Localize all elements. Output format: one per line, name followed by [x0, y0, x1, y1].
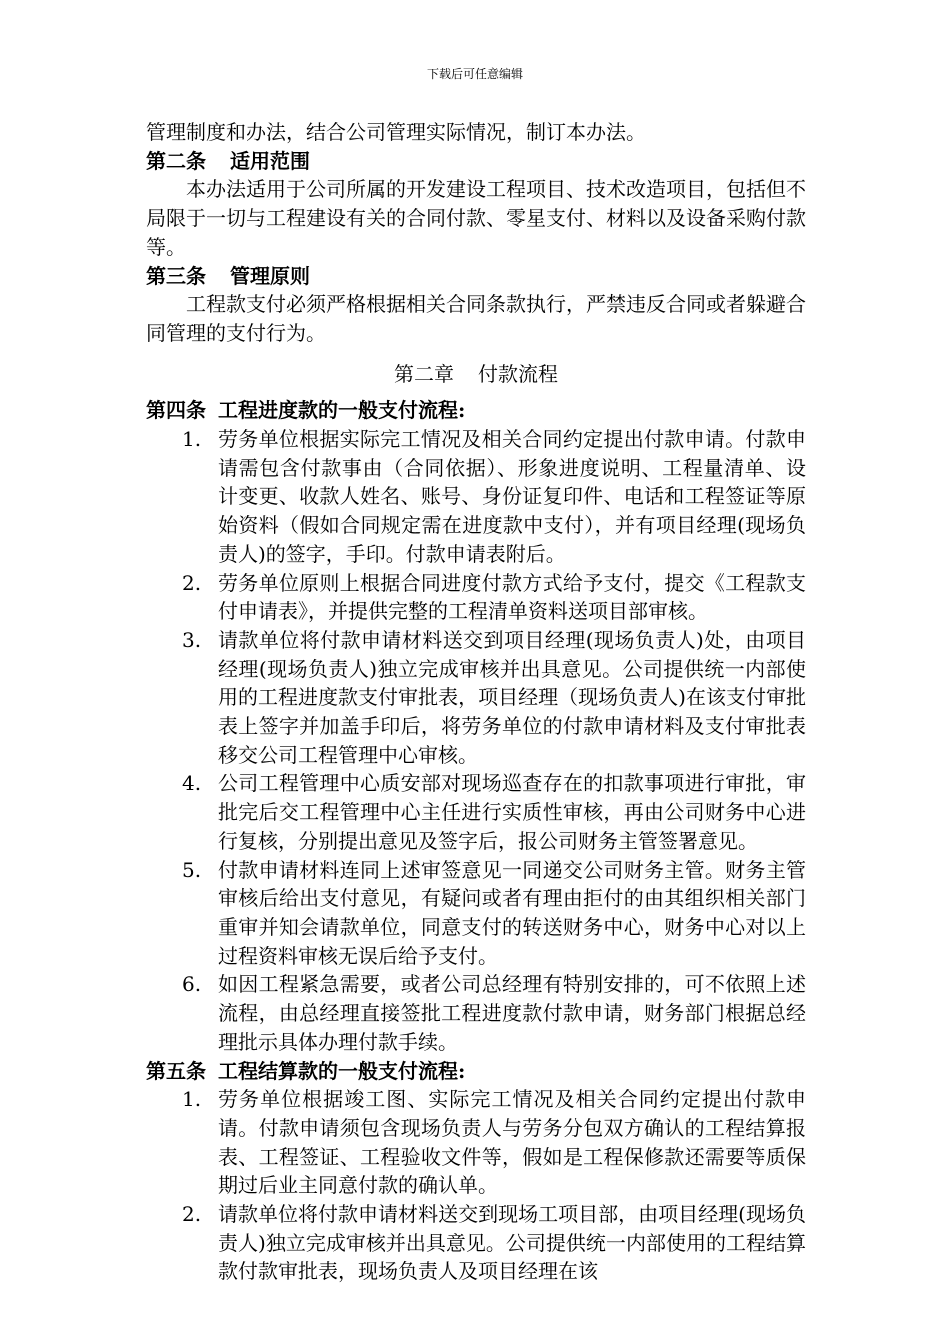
- article-4-heading: [146, 396, 806, 425]
- list-marker: 3.: [182, 627, 202, 652]
- chapter-2-heading: [146, 360, 806, 389]
- list-item-text: 劳务单位原则上根据合同进度付款方式给予支付，提交《工程款支付申请表》，并提供完整的工程清单资料送项目部审核。: [218, 570, 806, 624]
- list-marker: 1.: [182, 1087, 202, 1112]
- chapter-2-title: 付款流程: [478, 361, 558, 386]
- article-5-heading: [146, 1057, 806, 1086]
- list-item: [146, 425, 806, 569]
- document-body: [146, 118, 806, 1286]
- article-5-title: 工程结算款的一般支付流程:: [218, 1058, 466, 1083]
- list-marker: 4.: [182, 771, 202, 796]
- list-marker: 2.: [182, 1202, 202, 1227]
- list-item-text: 劳务单位根据实际完工情况及相关合同约定提出付款申请。付款申请需包含付款事由（合同依据）、形象进度说明、工程量清单、设计变更、收款人姓名、账号、身份证复印件、电话和工程签证等原始资料（假如合同规定需在进度款中支付），并有项目经理(现场负责人)的签字，手印。付款申请表附后。: [218, 427, 806, 566]
- article-3-title: 管理原则: [230, 263, 310, 288]
- list-item: [146, 970, 806, 1056]
- list-item: [146, 626, 806, 770]
- article-3-number: 第三条: [146, 263, 206, 288]
- list-marker: 2.: [182, 570, 202, 595]
- article-4-number: 第四条: [146, 398, 206, 423]
- list-item-text: 付款申请材料连同上述审签意见一同递交公司财务主管。财务主管审核后给出支付意见，有疑问或者有理由拒付的由其组织相关部门重审并知会请款单位，同意支付的转送财务中心，财务中心对以上过程资料审核无误后给予支付。: [218, 857, 806, 968]
- list-item: [146, 569, 806, 626]
- list-item-text: 劳务单位根据竣工图、实际完工情况及相关合同约定提出付款申请。付款申请须包含现场负责人与劳务分包双方确认的工程结算报表、工程签证、工程验收文件等，假如是工程保修款还需要等质保期过后业主同意付款的确认单。: [218, 1087, 806, 1198]
- list-marker: 1.: [182, 427, 202, 452]
- article-3-heading: [146, 262, 806, 291]
- article-5-list: [146, 1085, 806, 1286]
- list-marker: 5.: [182, 857, 202, 882]
- list-item-text: 请款单位将付款申请材料送交到项目经理(现场负责人)处，由项目经理(现场负责人)独立完成审核并出具意见。公司提供统一内部使用的工程进度款支付审批表，项目经理（现场负责人)在该支付审批表上签字并加盖手印后，将劳务单位的付款申请材料及支付审批表移交公司工程管理中心审核。: [218, 627, 806, 767]
- article-2-body: 本办法适用于公司所属的开发建设工程项目、技术改造项目，包括但不局限于一切与工程建设有关的合同付款、零星支付、材料以及设备采购付款等。: [146, 177, 806, 259]
- intro-paragraph: 管理制度和办法，结合公司管理实际情况，制订本办法。: [146, 120, 646, 144]
- article-4-title: 工程进度款的一般支付流程:: [218, 398, 466, 423]
- article-2-title: 适用范围: [230, 148, 310, 173]
- list-marker: 6.: [182, 972, 202, 997]
- list-item: [146, 769, 806, 855]
- article-5-number: 第五条: [146, 1058, 206, 1083]
- article-2-number: 第二条: [146, 148, 206, 173]
- article-2-heading: [146, 147, 806, 176]
- list-item: [146, 1200, 806, 1286]
- list-item: [146, 1085, 806, 1200]
- list-item-text: 公司工程管理中心质安部对现场巡查存在的扣款事项进行审批，审批完后交工程管理中心主任进行实质性审核，再由公司财务中心进行复核，分别提出意见及签字后，报公司财务主管签署意见。: [218, 771, 806, 853]
- article-3-body: 工程款支付必须严格根据相关合同条款执行，严禁违反合同或者躲避合同管理的支付行为。: [146, 292, 806, 345]
- article-4-list: [146, 425, 806, 1056]
- list-item-text: 如因工程紧急需要，或者公司总经理有特别安排的，可不依照上述流程，由总经理直接签批工程进度款付款申请，财务部门根据总经理批示具体办理付款手续。: [218, 972, 806, 1054]
- chapter-2-number: 第二章: [394, 361, 454, 386]
- page-header: 下载后可任意编辑: [426, 67, 523, 81]
- list-item-text: 请款单位将付款申请材料送交到现场工项目部，由项目经理(现场负责人)独立完成审核并出具意见。公司提供统一内部使用的工程结算款付款审批表，现场负责人及项目经理在该: [218, 1202, 806, 1284]
- list-item: [146, 856, 806, 971]
